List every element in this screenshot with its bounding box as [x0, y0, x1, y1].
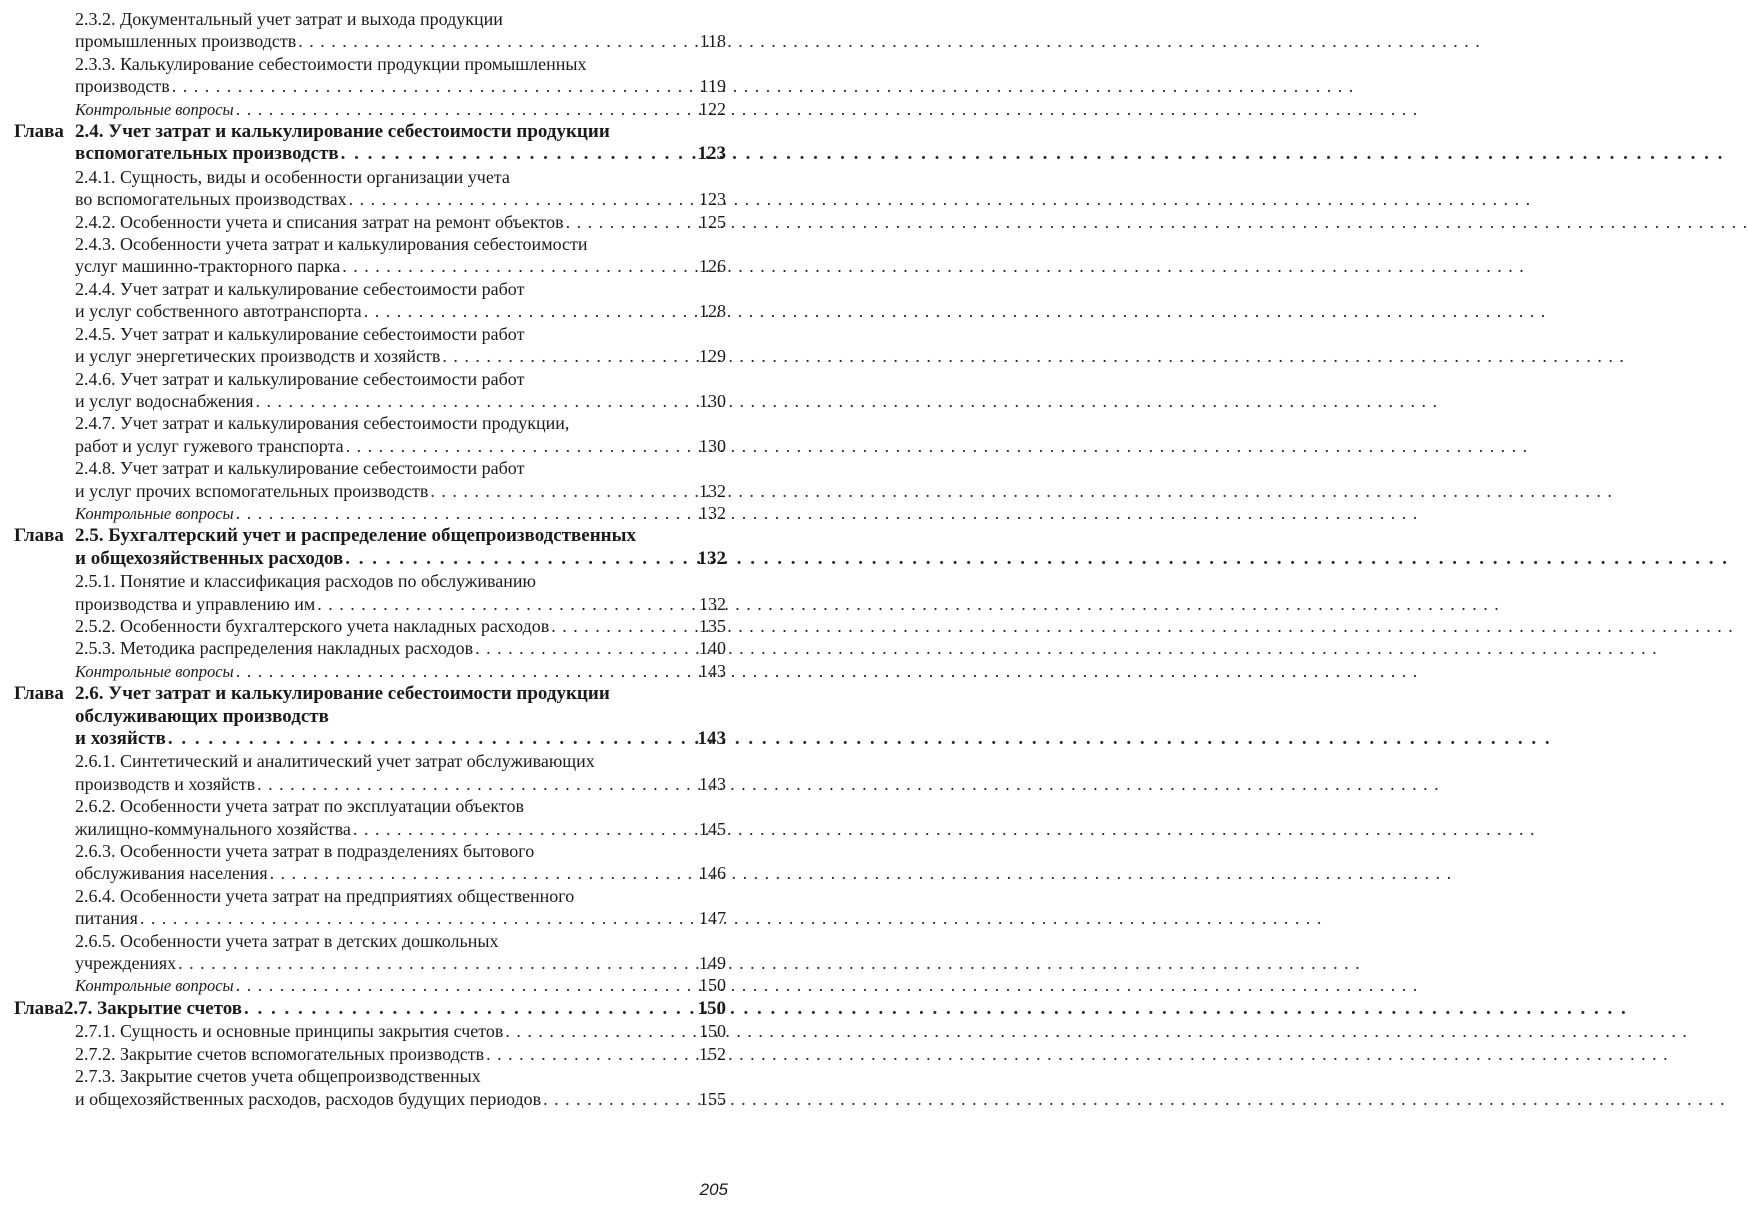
- toc-control-questions: [14, 502, 726, 525]
- toc-title-text: учреждениях: [75, 953, 177, 974]
- toc-line: [14, 706, 726, 728]
- toc-line: [75, 974, 726, 997]
- toc-line: [14, 525, 726, 547]
- toc-title-text: 2.3.3. Калькулирование себестоимости продукции промышленных: [75, 53, 587, 74]
- toc-section: [14, 412, 726, 457]
- toc-line: [75, 412, 726, 434]
- toc-title-text: и услуг водоснабжения: [75, 390, 254, 411]
- dot-leader: [268, 862, 699, 884]
- toc-page-number: 150: [699, 1021, 726, 1042]
- toc-title-text: 2.4.6. Учет затрат и калькулирование себестоимости работ: [75, 368, 525, 389]
- toc-page-number: 122: [699, 98, 726, 119]
- toc-line: [75, 255, 726, 277]
- toc-line: [14, 683, 726, 705]
- toc-line: [75, 1043, 726, 1065]
- toc-line: [75, 53, 726, 75]
- toc-line: [75, 233, 726, 255]
- toc-section: [14, 233, 726, 278]
- toc-line: [75, 390, 726, 412]
- chapter-prefix: Глава: [14, 121, 64, 143]
- toc-title-text: питания: [75, 908, 138, 929]
- dot-leader: [344, 435, 699, 457]
- toc-page-number: 123: [697, 143, 726, 165]
- toc-title-text: во вспомогательных производствах: [75, 189, 347, 210]
- dot-leader: [362, 300, 699, 322]
- toc-line: [75, 98, 726, 121]
- dot-leader: [428, 480, 699, 502]
- toc-title-text: 2.6.4. Особенности учета затрат на предприятиях общественного: [75, 885, 575, 906]
- toc-title-text: 2.7.3. Закрытие счетов учета общепроизводственных: [75, 1066, 481, 1087]
- toc-section: [14, 1020, 726, 1042]
- toc-section: [14, 1065, 726, 1110]
- toc-title-text: 2.4.3. Особенности учета затрат и калькулирования себестоимости: [75, 234, 588, 255]
- toc-section: [14, 8, 726, 53]
- toc-line: [75, 773, 726, 795]
- toc-page-number: 132: [699, 480, 726, 501]
- toc-line: [75, 930, 726, 952]
- toc-page-number: 140: [699, 638, 726, 659]
- toc-line: [75, 615, 726, 637]
- dot-leader: [234, 974, 699, 996]
- dot-leader: [296, 30, 699, 52]
- toc-section: [14, 368, 726, 413]
- toc-line: [75, 166, 726, 188]
- toc-line: [75, 75, 726, 97]
- dot-leader: [242, 998, 697, 1020]
- toc-chapter: [14, 683, 726, 750]
- toc-page-number: 132: [699, 502, 726, 523]
- toc-section: [14, 795, 726, 840]
- toc-line: [75, 30, 726, 52]
- dot-leader: [440, 345, 699, 367]
- dot-leader: [340, 255, 699, 277]
- toc-line: [75, 660, 726, 683]
- dot-leader: [234, 502, 699, 524]
- toc-title-text: услуг машинно-тракторного парка: [75, 256, 341, 277]
- toc-section: [14, 1043, 726, 1065]
- toc-line: [75, 188, 726, 210]
- toc-line: [75, 1065, 726, 1087]
- toc-line: [75, 323, 726, 345]
- toc-title-text: Контрольные вопросы: [75, 976, 234, 996]
- toc-title-text: 2.4. Учет затрат и калькулирование себестоимости продукции: [75, 121, 610, 143]
- toc-page-number: 130: [699, 435, 726, 456]
- toc-line: [75, 1088, 726, 1110]
- dot-leader: [503, 1020, 699, 1042]
- toc-page-number: 143: [699, 773, 726, 794]
- toc-line: [75, 278, 726, 300]
- toc-page-number: 149: [699, 953, 726, 974]
- toc-chapter: [14, 121, 726, 166]
- toc-page-number: 145: [699, 818, 726, 839]
- toc-line: [75, 211, 726, 233]
- chapter-prefix: Глава: [14, 525, 64, 547]
- toc-title-text: 2.6.1. Синтетический и аналитический учет затрат обслуживающих: [75, 751, 595, 772]
- toc-title-text: 2.5.2. Особенности бухгалтерского учета накладных расходов: [75, 615, 550, 636]
- toc-title-text: производств: [75, 76, 170, 97]
- toc-section: [14, 278, 726, 323]
- toc-section: [14, 840, 726, 885]
- toc-page-number: 130: [699, 390, 726, 411]
- dot-leader: [564, 211, 699, 233]
- toc-page-number: 132: [697, 547, 726, 569]
- toc-title-text: и общехозяйственных расходов: [75, 547, 344, 569]
- dot-leader: [138, 907, 699, 929]
- toc-line: [75, 885, 726, 907]
- table-of-contents: [14, 8, 726, 1110]
- toc-title-text: 2.5. Бухгалтерский учет и распределение общепроизводственных: [75, 525, 636, 547]
- toc-line: [75, 750, 726, 772]
- toc-title-text: Контрольные вопросы: [75, 661, 234, 681]
- toc-title-text: и общехозяйственных расходов, расходов будущих периодов: [75, 1088, 542, 1109]
- toc-title-text: 2.4.5. Учет затрат и калькулирование себестоимости работ: [75, 323, 525, 344]
- dot-leader: [234, 98, 699, 120]
- toc-line: [75, 1020, 726, 1042]
- toc-section: [14, 570, 726, 615]
- dot-leader: [255, 773, 699, 795]
- toc-control-questions: [14, 660, 726, 683]
- toc-line: [75, 593, 726, 615]
- dot-leader: [176, 952, 699, 974]
- toc-page-number: 128: [699, 301, 726, 322]
- toc-line: [75, 862, 726, 884]
- toc-line: [75, 300, 726, 322]
- toc-title-text: 2.7.2. Закрытие счетов вспомогательных производств: [75, 1043, 485, 1064]
- toc-section: [14, 457, 726, 502]
- toc-line: [14, 728, 726, 750]
- toc-title-text: 2.5.1. Понятие и классификация расходов по обслуживанию: [75, 571, 536, 592]
- dot-leader: [234, 660, 699, 682]
- toc-line: [75, 368, 726, 390]
- dot-leader: [339, 143, 698, 165]
- toc-page-number: 123: [699, 189, 726, 210]
- toc-page-number: 146: [699, 863, 726, 884]
- toc-line: [75, 840, 726, 862]
- toc-title-text: и хозяйств: [75, 728, 166, 749]
- toc-title-text: и услуг энергетических производств и хозяйств: [75, 346, 441, 367]
- page-number: 205: [699, 1180, 728, 1199]
- toc-title-text: и услуг собственного автотранспорта: [75, 301, 362, 322]
- toc-title-text: 2.7. Закрытие счетов: [63, 997, 243, 1019]
- toc-page-number: 143: [697, 728, 726, 749]
- chapter-prefix: Глава: [14, 997, 64, 1019]
- toc-line: [14, 143, 726, 165]
- toc-control-questions: [14, 98, 726, 121]
- toc-page-number: 126: [699, 256, 726, 277]
- toc-section: [14, 750, 726, 795]
- toc-title-text: производства и управлению им: [75, 593, 316, 614]
- toc-title-text: производств и хозяйств: [75, 773, 256, 794]
- toc-page-number: 118: [699, 31, 726, 52]
- toc-title-text: 2.4.2. Особенности учета и списания затрат на ремонт объектов: [75, 211, 564, 232]
- dot-leader: [347, 188, 699, 210]
- toc-page-number: 150: [699, 975, 726, 996]
- toc-title-text: 2.7.1. Сущность и основные принципы закрытия счетов: [75, 1021, 504, 1042]
- toc-page-number: 119: [699, 76, 726, 97]
- toc-line: [14, 548, 726, 570]
- toc-title-text: 2.6. Учет затрат и калькулирование себестоимости продукции: [75, 683, 610, 705]
- dot-leader: [351, 818, 699, 840]
- dot-leader: [541, 1088, 699, 1110]
- toc-line: [75, 952, 726, 974]
- toc-line: [75, 502, 726, 525]
- toc-line: [14, 121, 726, 143]
- dot-leader: [343, 548, 697, 570]
- toc-title-text: 2.4.1. Сущность, виды и особенности организации учета: [75, 166, 510, 187]
- toc-title-text: 2.4.8. Учет затрат и калькулирование себестоимости работ: [75, 458, 525, 479]
- toc-section: [14, 166, 726, 211]
- toc-line: [75, 345, 726, 367]
- toc-line: [14, 998, 726, 1020]
- toc-title-text: 2.3.2. Документальный учет затрат и выхода продукции: [75, 9, 503, 29]
- toc-section: [14, 211, 726, 233]
- toc-title-text: Контрольные вопросы: [75, 99, 234, 119]
- toc-title-text: обслуживающих производств: [75, 705, 329, 727]
- toc-title-text: 2.6.3. Особенности учета затрат в подразделениях бытового: [75, 841, 535, 862]
- toc-page-number: 147: [699, 908, 726, 929]
- toc-title-text: жилищно-коммунального хозяйства: [75, 818, 351, 839]
- toc-title-text: 2.5.3. Методика распределения накладных расходов: [75, 638, 474, 659]
- toc-page-number: 155: [699, 1088, 726, 1109]
- dot-leader: [473, 637, 699, 659]
- toc-title-text: обслуживания населения: [75, 863, 268, 884]
- toc-page-number: 129: [699, 346, 726, 367]
- dot-leader: [315, 593, 699, 615]
- toc-title-text: 2.4.4. Учет затрат и калькулирование себестоимости работ: [75, 278, 525, 299]
- toc-page-number: 143: [699, 660, 726, 681]
- toc-line: [75, 435, 726, 457]
- dot-leader: [166, 728, 698, 750]
- toc-page-number: 125: [699, 211, 726, 232]
- toc-title-text: и услуг прочих вспомогательных производств: [75, 480, 429, 501]
- dot-leader: [170, 75, 700, 97]
- toc-section: [14, 930, 726, 975]
- toc-line: [75, 907, 726, 929]
- dot-leader: [484, 1043, 699, 1065]
- toc-section: [14, 615, 726, 637]
- toc-title-text: Контрольные вопросы: [75, 503, 234, 523]
- toc-page-number: 135: [699, 615, 726, 636]
- toc-page-number: 152: [699, 1043, 726, 1064]
- dot-leader: [549, 615, 699, 637]
- toc-title-text: работ и услуг гужевого транспорта: [75, 435, 344, 456]
- toc-control-questions: [14, 974, 726, 997]
- toc-line: [75, 457, 726, 479]
- toc-title-text: 2.4.7. Учет затрат и калькулирования себестоимости продукции,: [75, 413, 570, 434]
- toc-line: [75, 8, 726, 30]
- chapter-prefix: Глава: [14, 683, 64, 705]
- toc-title-text: вспомогательных производств: [75, 143, 339, 165]
- toc-line: [75, 637, 726, 659]
- toc-page-number: 150: [697, 997, 726, 1019]
- toc-section: [14, 637, 726, 659]
- toc-line: [75, 795, 726, 817]
- toc-chapter: [14, 525, 726, 570]
- toc-page-number: 132: [699, 593, 726, 614]
- toc-section: [14, 323, 726, 368]
- toc-section: [14, 885, 726, 930]
- toc-title-text: 2.6.2. Особенности учета затрат по эксплуатации объектов: [75, 796, 524, 817]
- dot-leader: [254, 390, 699, 412]
- toc-title-text: промышленных производств: [75, 31, 297, 52]
- toc-chapter: [14, 998, 726, 1020]
- toc-line: [75, 480, 726, 502]
- toc-line: [75, 818, 726, 840]
- toc-title-text: 2.6.5. Особенности учета затрат в детских дошкольных: [75, 930, 499, 951]
- toc-section: [14, 53, 726, 98]
- toc-line: [75, 570, 726, 592]
